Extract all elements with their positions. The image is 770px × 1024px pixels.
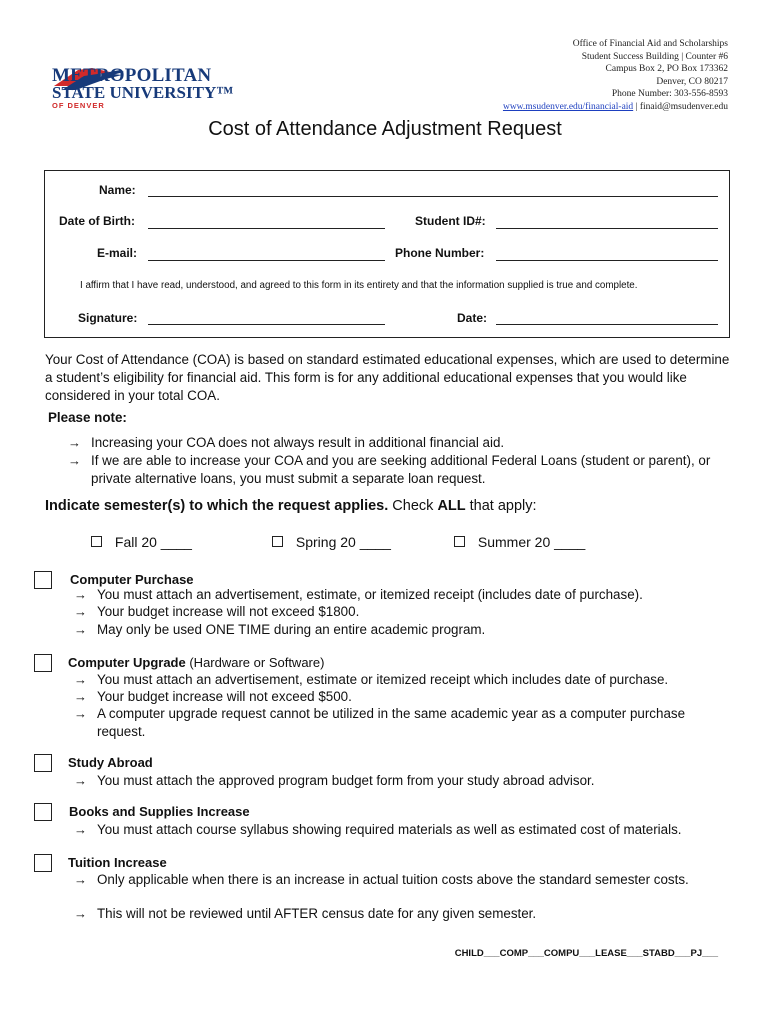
semester-prompt-bold: Indicate semester(s) to which the request applies. bbox=[45, 498, 389, 514]
summer-checkbox[interactable] bbox=[454, 536, 465, 547]
note-text: Increasing your COA does not always result in additional financial aid. bbox=[91, 435, 505, 450]
section-item bbox=[74, 688, 734, 706]
name-label: Name: bbox=[99, 183, 136, 197]
university-name-line2: STATE UNIVERSITY™ bbox=[52, 83, 234, 102]
section-item-text: Your budget increase will not exceed $1800. bbox=[97, 604, 360, 619]
dob-field[interactable] bbox=[148, 228, 385, 229]
financial-aid-link[interactable]: www.msudenver.edu/financial-aid bbox=[502, 101, 634, 112]
section-item-text: You must attach course syllabus showing required materials as well as estimated cost of materials. bbox=[97, 822, 682, 837]
note-item bbox=[68, 452, 728, 488]
note-item bbox=[68, 434, 728, 452]
computer-upgrade-checkbox[interactable] bbox=[34, 654, 52, 672]
arrow-icon: → bbox=[74, 604, 87, 619]
office-use-codes: CHILD___COMP___COMPU___LEASE___STABD___PJ___ bbox=[454, 948, 718, 959]
section-item bbox=[74, 671, 734, 689]
section-item bbox=[74, 705, 714, 741]
section-item bbox=[74, 586, 734, 604]
semester-prompt-check: Check bbox=[388, 498, 438, 514]
office-address-block bbox=[503, 38, 728, 114]
office-line: Office of Financial Aid and Scholarships bbox=[572, 39, 728, 49]
section-item-text: A computer upgrade request cannot be utilized in the same academic year as a computer purchase request. bbox=[97, 706, 686, 739]
fall-checkbox[interactable] bbox=[91, 536, 102, 547]
section-item bbox=[74, 603, 734, 621]
section-item-text: Only applicable when there is an increase in actual tuition costs above the standard semester costs. bbox=[97, 872, 689, 887]
semester-spring[interactable] bbox=[272, 534, 391, 550]
section-item bbox=[74, 821, 744, 839]
semester-prompt-end: that apply: bbox=[465, 498, 537, 514]
computer-purchase-checkbox[interactable] bbox=[34, 571, 52, 589]
books-supplies-title: Books and Supplies Increase bbox=[69, 804, 250, 819]
arrow-icon: → bbox=[74, 773, 87, 788]
section-item bbox=[74, 621, 734, 639]
semester-fall[interactable] bbox=[91, 534, 192, 550]
arrow-icon: → bbox=[68, 453, 81, 468]
email-text: | finaid@msudenver.edu bbox=[633, 101, 728, 112]
tuition-increase-title: Tuition Increase bbox=[68, 855, 167, 870]
office-line: Phone Number: 303-556-8593 bbox=[611, 89, 728, 100]
student-id-label: Student ID#: bbox=[415, 214, 486, 228]
section-item-text: Your budget increase will not exceed $500. bbox=[97, 689, 352, 704]
please-note-heading: Please note: bbox=[48, 410, 127, 425]
arrow-icon: → bbox=[74, 622, 87, 637]
arrow-icon: → bbox=[74, 587, 87, 602]
section-item bbox=[74, 871, 694, 889]
arrow-icon: → bbox=[74, 706, 87, 721]
intro-paragraph: Your Cost of Attendance (COA) is based on standard estimated educational expenses, which are used to determine a student’s eligibility for financial aid. This form is for any additional educational expenses that you would like considered in your total COA. bbox=[45, 352, 730, 403]
computer-upgrade-title bbox=[68, 655, 324, 670]
office-line: Denver, CO 80217 bbox=[656, 76, 728, 87]
section-item-text: This will not be reviewed until AFTER census date for any given semester. bbox=[97, 906, 537, 921]
date-field[interactable] bbox=[496, 324, 718, 325]
computer-upgrade-title-text: Computer Upgrade bbox=[68, 655, 186, 670]
section-item-text: You must attach an advertisement, estimate or itemized receipt which includes date of purchase. bbox=[97, 672, 669, 687]
tuition-increase-checkbox[interactable] bbox=[34, 854, 52, 872]
study-abroad-checkbox[interactable] bbox=[34, 754, 52, 772]
section-item-text: May only be used ONE TIME during an entire academic program. bbox=[97, 622, 486, 637]
arrow-icon: → bbox=[74, 872, 87, 887]
office-line: Student Success Building | Counter #6 bbox=[581, 51, 728, 62]
computer-purchase-title: Computer Purchase bbox=[70, 572, 194, 587]
arrow-icon: → bbox=[74, 822, 87, 837]
name-field[interactable] bbox=[148, 196, 718, 197]
office-web-line bbox=[503, 101, 728, 114]
section-item bbox=[74, 905, 734, 923]
note-text: If we are able to increase your COA and you are seeking additional Federal Loans (student or parent), or private alternative loans, you must submit a separate loan request. bbox=[91, 453, 711, 486]
university-name-line1: METROPOLITAN bbox=[52, 65, 212, 86]
study-abroad-title: Study Abroad bbox=[68, 755, 153, 770]
email-label: E-mail: bbox=[97, 246, 138, 260]
semester-prompt bbox=[45, 498, 537, 514]
spring-checkbox[interactable] bbox=[272, 536, 283, 547]
summer-label: Summer 20 ____ bbox=[477, 534, 586, 550]
semester-prompt-all: ALL bbox=[437, 498, 466, 514]
page-title: Cost of Attendance Adjustment Request bbox=[208, 118, 562, 140]
section-item-text: You must attach the approved program budget form from your study abroad advisor. bbox=[97, 773, 595, 788]
arrow-icon: → bbox=[74, 689, 87, 704]
signature-label: Signature: bbox=[78, 311, 138, 325]
spring-label: Spring 20 ____ bbox=[295, 534, 391, 550]
arrow-icon: → bbox=[74, 906, 87, 921]
section-item-text: You must attach an advertisement, estimate, or itemized receipt (includes date of purchase). bbox=[97, 587, 643, 602]
dob-label: Date of Birth: bbox=[59, 214, 135, 228]
student-id-field[interactable] bbox=[496, 228, 718, 229]
university-name-line3: OF DENVER bbox=[52, 101, 105, 110]
date-label: Date: bbox=[457, 311, 488, 325]
affirmation-text: I affirm that I have read, understood, and agreed to this form in its entirety and that the information supplied is true and complete. bbox=[80, 280, 638, 291]
computer-upgrade-subtitle: (Hardware or Software) bbox=[185, 655, 325, 670]
phone-label: Phone Number: bbox=[395, 246, 485, 260]
semester-summer[interactable] bbox=[454, 534, 585, 550]
books-supplies-checkbox[interactable] bbox=[34, 803, 52, 821]
office-line: Campus Box 2, PO Box 173362 bbox=[605, 64, 728, 75]
arrow-icon: → bbox=[68, 435, 81, 450]
fall-label: Fall 20 ____ bbox=[114, 534, 192, 550]
signature-field[interactable] bbox=[148, 324, 385, 325]
email-field[interactable] bbox=[148, 260, 385, 261]
section-item bbox=[74, 772, 734, 790]
arrow-icon: → bbox=[74, 672, 87, 687]
phone-field[interactable] bbox=[496, 260, 718, 261]
